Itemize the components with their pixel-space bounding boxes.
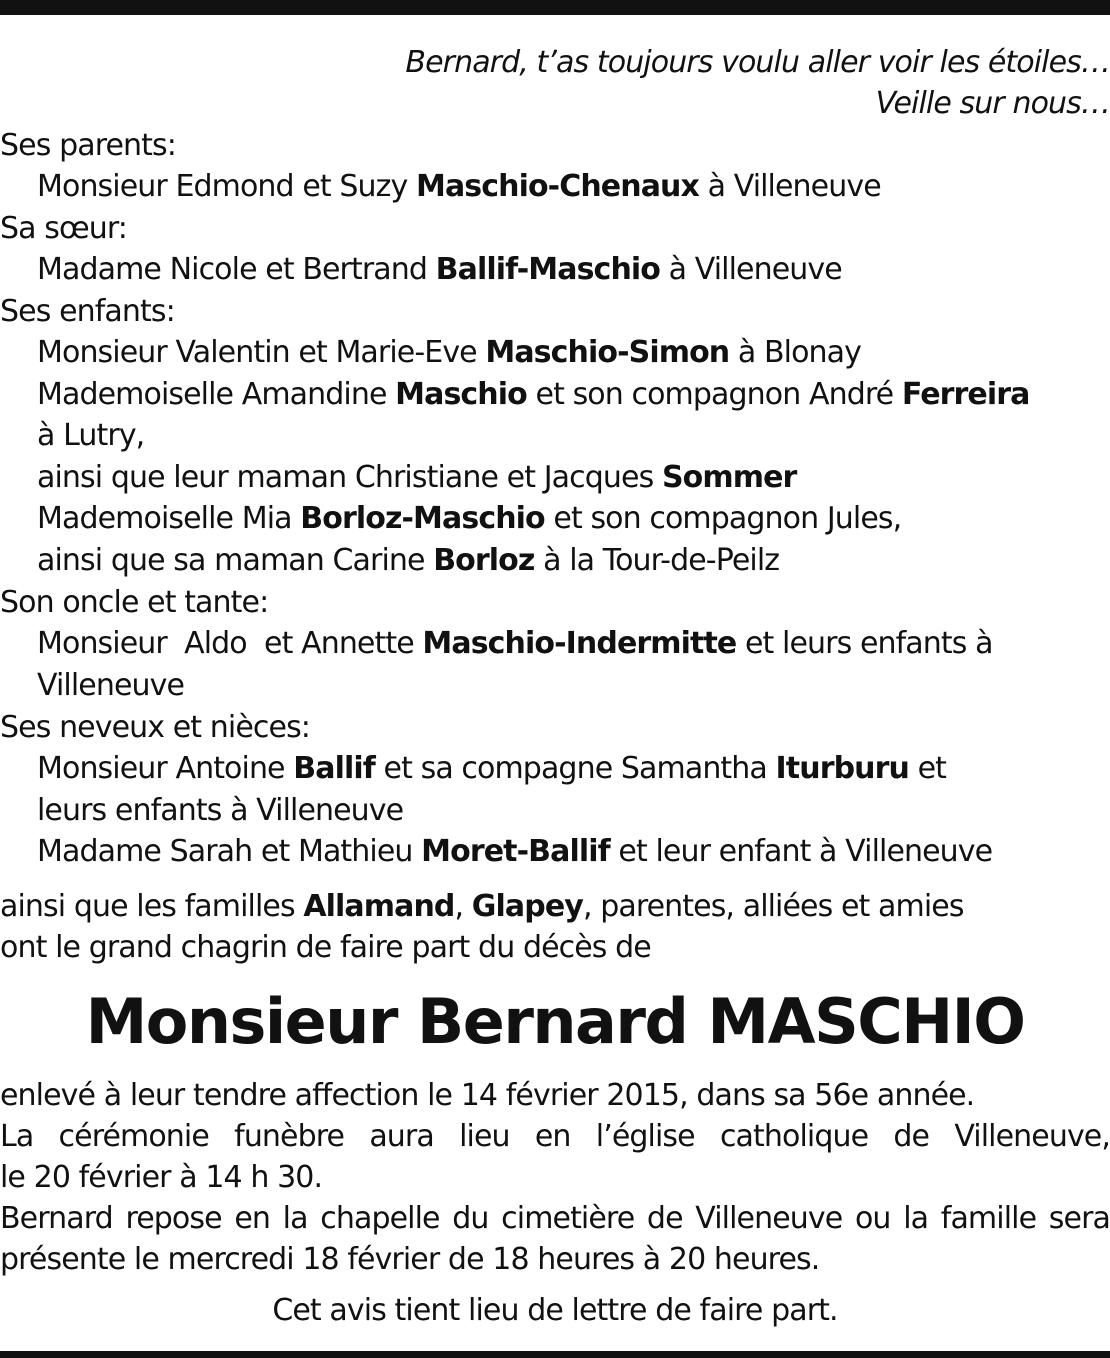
sister-entry	[37, 250, 842, 290]
nephew-1-post: et	[908, 751, 947, 786]
child-3-surname: Sommer	[661, 460, 797, 495]
parents-entry-place: à Villeneuve	[698, 169, 881, 204]
uncle-surname: Maschio-Indermitte	[422, 626, 737, 661]
child-4-companion: et son compagnon Jules,	[544, 501, 902, 536]
details-line-5: présente le mercredi 18 février de 18 heures à 20 heures.	[0, 1242, 820, 1277]
details-line-3: le 20 février à 14 h 30.	[0, 1160, 323, 1195]
child-1-surname: Maschio-Simon	[485, 335, 730, 370]
child-entry-3	[37, 458, 796, 498]
child-5-text: ainsi que sa maman Carine	[37, 543, 434, 578]
nephew-2-surname: Moret-Ballif	[421, 834, 610, 869]
nephew-entry-2	[37, 832, 992, 872]
top-border-rule	[0, 0, 1110, 15]
uncle-entry-post: et leurs enfants à	[736, 626, 993, 661]
child-2-companion: et son compagnon André	[526, 377, 902, 412]
sister-label: Sa sœur:	[0, 211, 128, 246]
child-1-place: à Blonay	[729, 335, 862, 370]
sister-surname: Ballif-Maschio	[435, 252, 660, 287]
parents-label: Ses parents:	[0, 128, 176, 163]
uncle-entry-cont: Villeneuve	[37, 668, 185, 703]
child-entry-5	[37, 541, 779, 581]
epigraph-line-1: Bernard, t’as toujours voulu aller voir les étoiles…	[405, 45, 1110, 80]
families-line	[0, 887, 964, 927]
details-line-4: Bernard repose en la chapelle du cimetière de Villeneuve ou la famille sera	[0, 1201, 1110, 1236]
bottom-border-rule	[0, 1351, 1110, 1358]
parents-surname: Maschio-Chenaux	[415, 169, 699, 204]
child-4-text: Mademoiselle Mia	[37, 501, 301, 536]
child-4-surname: Borloz-Maschio	[300, 501, 545, 536]
nephew-2-text: Madame Sarah et Mathieu	[37, 834, 422, 869]
uncle-entry-text: Monsieur Aldo et Annette	[37, 626, 423, 661]
family-name-1: Allamand	[303, 889, 455, 924]
child-entry-1	[37, 333, 861, 373]
child-3-text: ainsi que leur maman Christiane et Jacques	[37, 460, 662, 495]
child-2-companion-surname: Ferreira	[901, 377, 1030, 412]
parents-entry	[37, 167, 881, 207]
sister-entry-place: à Villeneuve	[660, 252, 842, 287]
nephew-1-companion-surname: Iturburu	[775, 751, 909, 786]
nephew-entry-1-cont: leurs enfants à Villeneuve	[37, 793, 404, 828]
uncle-label: Son oncle et tante:	[0, 585, 269, 620]
families-separator: ,	[454, 889, 472, 924]
families-post: , parentes, alliées et amies	[582, 889, 964, 924]
child-entry-2-cont: à Lutry,	[37, 418, 145, 453]
family-name-2: Glapey	[471, 889, 583, 924]
nephew-2-post: et leur enfant à Villeneuve	[609, 834, 993, 869]
closing-line: Cet avis tient lieu de lettre de faire part.	[272, 1293, 838, 1328]
epigraph-line-2: Veille sur nous…	[875, 86, 1110, 121]
child-1-text: Monsieur Valentin et Marie-Eve	[37, 335, 486, 370]
child-5-surname: Borloz	[433, 543, 535, 578]
nephew-1-companion: et sa compagne Samantha	[374, 751, 776, 786]
child-entry-4	[37, 499, 901, 539]
sister-entry-text: Madame Nicole et Bertrand	[37, 252, 436, 287]
child-2-text: Mademoiselle Amandine	[37, 377, 396, 412]
child-2-surname: Maschio	[395, 377, 527, 412]
children-label: Ses enfants:	[0, 294, 175, 329]
uncle-entry	[37, 624, 993, 664]
nephew-1-surname: Ballif	[293, 751, 375, 786]
families-text: ainsi que les familles	[0, 889, 304, 924]
parents-entry-text: Monsieur Edmond et Suzy	[37, 169, 416, 204]
details-line-1: enlevé à leur tendre affection le 14 février 2015, dans sa 56e année.	[0, 1078, 975, 1113]
deceased-name: Monsieur Bernard MASCHIO	[85, 985, 1025, 1058]
nephew-entry-1	[37, 749, 946, 789]
child-5-place: à la Tour-de-Peilz	[534, 543, 780, 578]
announcement-line: ont le grand chagrin de faire part du décès de	[0, 930, 651, 965]
nephew-1-text: Monsieur Antoine	[37, 751, 294, 786]
details-line-2: La cérémonie funèbre aura lieu en l’église catholique de Villeneuve,	[0, 1119, 1110, 1154]
nephews-label: Ses neveux et nièces:	[0, 710, 311, 745]
child-entry-2	[37, 375, 1030, 415]
